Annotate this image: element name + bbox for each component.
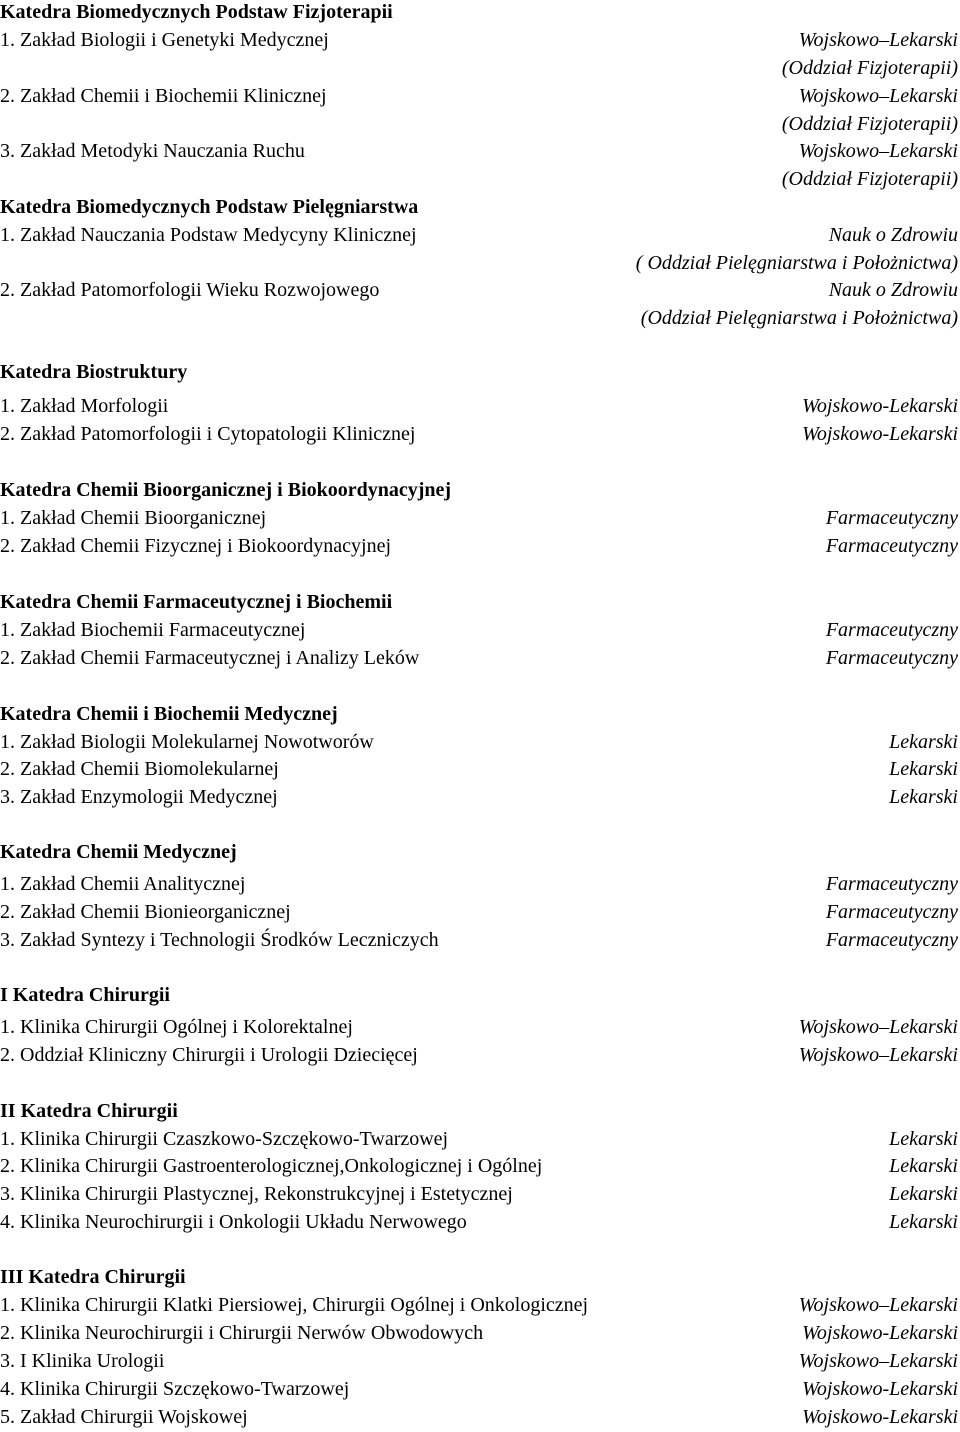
- unit-name: 3. Zakład Metodyki Nauczania Ruchu: [0, 140, 305, 162]
- faculty-label: Wojskowo–Lekarski: [798, 85, 958, 107]
- unit-name: 4. Klinika Chirurgii Szczękowo-Twarzowej: [0, 1378, 350, 1400]
- section-heading: Katedra Biomedycznych Podstaw Pielęgniarstwa: [0, 196, 419, 218]
- unit-name: 2. Zakład Chemii Bionieorganicznej: [0, 901, 291, 923]
- section-heading: II Katedra Chirurgii: [0, 1100, 178, 1122]
- faculty-label: Farmaceutyczny: [825, 873, 958, 895]
- faculty-label: Lekarski: [889, 1128, 958, 1150]
- faculty-label: Lekarski: [889, 1211, 958, 1233]
- faculty-label: Wojskowo–Lekarski: [798, 29, 958, 51]
- unit-name: 3. Zakład Enzymologii Medycznej: [0, 786, 278, 808]
- faculty-label: Nauk o Zdrowiu: [828, 224, 958, 246]
- unit-name: 1. Zakład Biochemii Farmaceutycznej: [0, 619, 306, 641]
- unit-name: 3. I Klinika Urologii: [0, 1350, 165, 1372]
- faculty-label: Lekarski: [889, 786, 958, 808]
- unit-name: 1. Klinika Chirurgii Klatki Piersiowej, Chirurgii Ogólnej i Onkologicznej: [0, 1294, 589, 1316]
- unit-name: 2. Zakład Patomorfologii i Cytopatologii Klinicznej: [0, 423, 416, 445]
- unit-name: 5. Zakład Chirurgii Wojskowej: [0, 1406, 248, 1428]
- unit-name: 2. Klinika Chirurgii Gastroenterologicznej,Onkologicznej i Ogólnej: [0, 1155, 543, 1177]
- section-heading: Katedra Biomedycznych Podstaw Fizjoterapii: [0, 1, 393, 23]
- faculty-label: Wojskowo-Lekarski: [802, 395, 958, 417]
- unit-name: 1. Klinika Chirurgii Ogólnej i Kolorektalnej: [0, 1016, 353, 1038]
- unit-name: 2. Zakład Chemii Farmaceutycznej i Analizy Leków: [0, 647, 420, 669]
- faculty-label: Wojskowo-Lekarski: [802, 1378, 958, 1400]
- faculty-label: Farmaceutyczny: [825, 507, 958, 529]
- section-heading: Katedra Chemii Bioorganicznej i Biokoordynacyjnej: [0, 479, 452, 501]
- faculty-label: Lekarski: [889, 1183, 958, 1205]
- faculty-division-label: (Oddział Fizjoterapii): [781, 113, 958, 135]
- faculty-label: Farmaceutyczny: [825, 929, 958, 951]
- faculty-label: Farmaceutyczny: [825, 535, 958, 557]
- faculty-division-label: ( Oddział Pielęgniarstwa i Położnictwa): [635, 252, 958, 274]
- unit-name: 3. Klinika Chirurgii Plastycznej, Rekonstrukcyjnej i Estetycznej: [0, 1183, 513, 1205]
- faculty-label: Farmaceutyczny: [825, 901, 958, 923]
- faculty-label: Wojskowo–Lekarski: [798, 1350, 958, 1372]
- section-heading: Katedra Biostruktury: [0, 361, 188, 383]
- section-heading: Katedra Chemii i Biochemii Medycznej: [0, 703, 338, 725]
- unit-name: 1. Klinika Chirurgii Czaszkowo-Szczękowo-Twarzowej: [0, 1128, 449, 1150]
- unit-name: 1. Zakład Biologii Molekularnej Nowotworów: [0, 731, 374, 753]
- unit-name: 2. Zakład Chemii i Biochemii Klinicznej: [0, 85, 327, 107]
- section-heading: Katedra Chemii Farmaceutycznej i Biochemii: [0, 591, 393, 613]
- faculty-label: Wojskowo–Lekarski: [798, 1044, 958, 1066]
- faculty-label: Nauk o Zdrowiu: [828, 279, 958, 301]
- faculty-division-label: (Oddział Fizjoterapii): [781, 57, 958, 79]
- faculty-label: Lekarski: [889, 1155, 958, 1177]
- faculty-label: Wojskowo–Lekarski: [798, 1016, 958, 1038]
- faculty-label: Lekarski: [889, 758, 958, 780]
- faculty-label: Wojskowo–Lekarski: [798, 140, 958, 162]
- unit-name: 2. Klinika Neurochirurgii i Chirurgii Nerwów Obwodowych: [0, 1322, 484, 1344]
- unit-name: 4. Klinika Neurochirurgii i Onkologii Układu Nerwowego: [0, 1211, 467, 1233]
- faculty-label: Wojskowo–Lekarski: [798, 1294, 958, 1316]
- faculty-division-label: (Oddział Fizjoterapii): [781, 168, 958, 190]
- unit-name: 1. Zakład Chemii Analitycznej: [0, 873, 246, 895]
- section-heading: Katedra Chemii Medycznej: [0, 841, 237, 863]
- unit-name: 2. Zakład Patomorfologii Wieku Rozwojowego: [0, 279, 380, 301]
- faculty-label: Wojskowo-Lekarski: [802, 1406, 958, 1428]
- faculty-division-label: (Oddział Pielęgniarstwa i Położnictwa): [640, 307, 958, 329]
- unit-name: 1. Zakład Chemii Bioorganicznej: [0, 507, 267, 529]
- unit-name: 2. Oddział Kliniczny Chirurgii i Urologii Dziecięcej: [0, 1044, 418, 1066]
- unit-name: 2. Zakład Chemii Fizycznej i Biokoordynacyjnej: [0, 535, 392, 557]
- faculty-label: Wojskowo-Lekarski: [802, 1322, 958, 1344]
- unit-name: 1. Zakład Nauczania Podstaw Medycyny Klinicznej: [0, 224, 417, 246]
- faculty-label: Lekarski: [889, 731, 958, 753]
- faculty-label: Wojskowo-Lekarski: [802, 423, 958, 445]
- faculty-label: Farmaceutyczny: [825, 619, 958, 641]
- faculty-label: Farmaceutyczny: [825, 647, 958, 669]
- unit-name: 1. Zakład Biologii i Genetyki Medycznej: [0, 29, 329, 51]
- unit-name: 1. Zakład Morfologii: [0, 395, 169, 417]
- section-heading: I Katedra Chirurgii: [0, 984, 170, 1006]
- section-heading: III Katedra Chirurgii: [0, 1266, 186, 1288]
- unit-name: 2. Zakład Chemii Biomolekularnej: [0, 758, 279, 780]
- unit-name: 3. Zakład Syntezy i Technologii Środków Leczniczych: [0, 929, 439, 951]
